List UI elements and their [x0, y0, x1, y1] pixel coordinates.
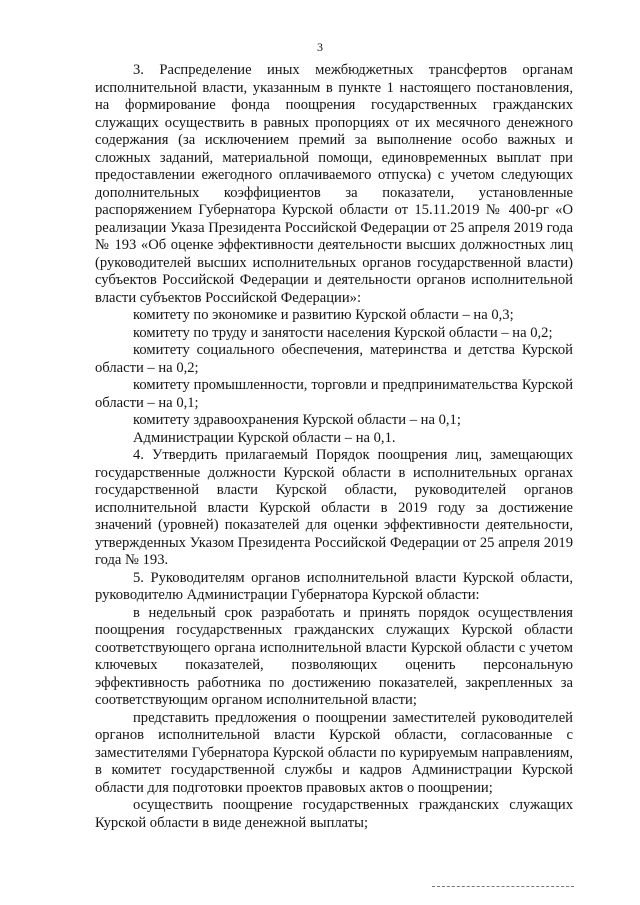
paragraph-4-procedure: 4. Утвердить прилагаемый Порядок поощрения лиц, замещающих государственные должности Курской области в исполнительных органах государственной власти Курской области, руководителей органов исполнительной власти Курской области в 2019 году за достижение значений (уровней) показателей для оценки эффективности деятельности, утвержденных Указом Президента Российской Федерации от 25 апреля 2019 года № 193. — [95, 447, 573, 568]
list-item-health-committee: комитету здравоохранения Курской области – на 0,1; — [133, 412, 461, 428]
paragraph-5-cash-payment: осуществить поощрение государственных гражданских служащих Курской области в виде денежной выплаты; — [95, 797, 573, 831]
paragraph-5-submit-proposals: представить предложения о поощрении заместителей руководителей органов исполнительной власти Курской области, согласованные с заместителями Губернатора Курской области по курируемым направлениям, в комитет государственной службы и кадров Администрации Курской области для подготовки проектов правовых актов о поощрении; — [95, 709, 573, 796]
list-item-administration: Администрации Курской области – на 0,1. — [133, 429, 396, 446]
paragraph-3-distribution: 3. Распределение иных межбюджетных трансфертов органам исполнительной власти, указанным в пункте 1 настоящего постановления, на формирование фонда поощрения государственных гражданских служащих осуществить в равных пропорциях от их месячного денежного содержания (за исключением премий за выполнение особо важных и сложных заданий, материальной помощи, единовременных выплат при предоставлении ежегодного оплачиваемого отпуска) с учетом следующих дополнительных коэффициентов за показатели, установленные распоряжением Губернатора Курской области от 15.11.2019 № 400-рг «О реализации Указа Президента Российской Федерации от 25 апреля 2019 года № 193 «Об оценке эффективности деятельности высших должностных лиц (руководителей высших исполнительных органов государственной власти) субъектов Российской Федерации и деятельности органов исполнительной власти субъектов Российской Федерации»: — [95, 62, 573, 306]
list-item-economy-committee: комитету по экономике и развитию Курской области – на 0,3; — [133, 307, 514, 323]
list-item-social-committee: комитету социального обеспечения, материнства и детства Курской области – на 0,2; — [95, 342, 573, 376]
list-item-industry-committee: комитету промышленности, торговли и предпринимательства Курской области – на 0,1; — [95, 377, 573, 411]
footer-divider — [432, 886, 574, 887]
paragraph-5-develop-procedure: в недельный срок разработать и принять порядок осуществления поощрения государственных гражданских служащих Курской области соответствующего органа исполнительной власти Курской области с учетом ключевых показателей, позволяющих оценить персональную эффективность работника по достижению показателей, закрепленных за соответствующим органом исполнительной власти; — [95, 604, 573, 708]
paragraph-5-heads: 5. Руководителям органов исполнительной власти Курской области, руководителю Администрации Губернатора Курской области: — [95, 569, 573, 603]
list-item-labor-committee: комитету по труду и занятости населения Курской области – на 0,2; — [133, 324, 553, 341]
document-body — [95, 62, 573, 832]
page-number: 3 — [317, 40, 323, 54]
